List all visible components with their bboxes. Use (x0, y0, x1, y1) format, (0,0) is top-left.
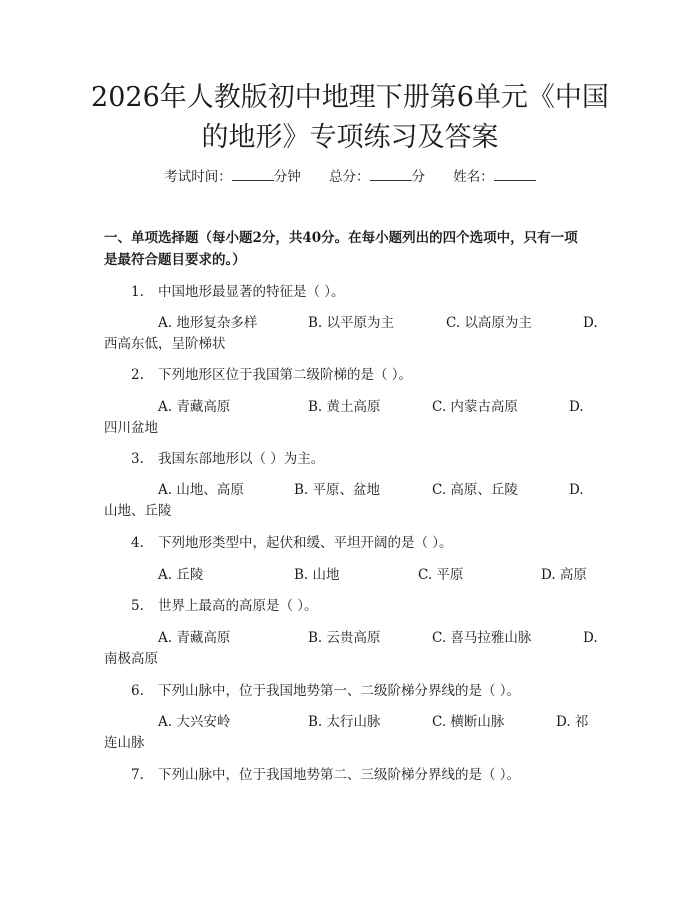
student-name-blank (494, 167, 536, 181)
option-d: D. (583, 630, 598, 646)
question-stem (131, 681, 520, 701)
page-title (60, 78, 640, 158)
question-stem (131, 282, 345, 302)
question-stem (131, 765, 520, 785)
option-b: B. 以平原为主 (308, 315, 395, 331)
option-c: C. 喜马拉雅山脉 (432, 630, 532, 646)
section-heading-line-2: 是最符合题目要求的。） (104, 252, 246, 268)
option-d: D. 祁 (556, 714, 589, 730)
option-d-continuation: 山地、丘陵 (104, 503, 172, 519)
option-c: C. 内蒙古高原 (432, 399, 518, 415)
question-number: 2. (131, 367, 144, 383)
option-a: A. 丘陵 (158, 567, 204, 583)
option-d: D. (569, 399, 584, 415)
total-score-blank (370, 167, 412, 181)
exam-time-field (164, 167, 301, 187)
student-name-field (453, 167, 536, 187)
student-name-label: 姓名： (453, 169, 494, 185)
question-number: 1. (131, 284, 144, 300)
total-score-field (329, 167, 425, 187)
question-stem (131, 449, 324, 469)
option-a: A. 地形复杂多样 (158, 315, 258, 331)
question-text: 下列地形区位于我国第二级阶梯的是（ ）。 (158, 367, 413, 383)
option-d-continuation: 连山脉 (104, 735, 145, 751)
exam-time-unit: 分钟 (273, 169, 301, 185)
title-line-2: 的地形》专项练习及答案 (201, 122, 499, 153)
option-b: B. 云贵高原 (308, 630, 381, 646)
option-d-continuation: 四川盆地 (104, 420, 158, 436)
question-text: 下列山脉中，位于我国地势第一、二级阶梯分界线的是（ ）。 (158, 683, 521, 699)
question-text: 中国地形最显著的特征是（ ）。 (158, 284, 345, 300)
option-c: C. 高原、丘陵 (432, 482, 518, 498)
option-c: C. 横断山脉 (432, 714, 505, 730)
question-number: 7. (131, 767, 144, 783)
option-a: A. 青藏高原 (158, 630, 231, 646)
total-score-label: 总分： (329, 169, 370, 185)
total-score-unit: 分 (411, 169, 425, 185)
exam-time-label: 考试时间： (164, 169, 232, 185)
question-text: 下列山脉中，位于我国地势第二、三级阶梯分界线的是（ ）。 (158, 767, 521, 783)
question-stem (131, 365, 412, 385)
title-line-1: 2026年人教版初中地理下册第6单元《中国 (91, 82, 609, 113)
option-b: B. 山地 (294, 567, 340, 583)
option-b: B. 黄土高原 (308, 399, 381, 415)
option-d-continuation: 西高东低，呈阶梯状 (104, 336, 226, 352)
option-d: D. (583, 315, 598, 331)
exam-time-blank (232, 167, 274, 181)
question-text: 世界上最高的高原是（ ）。 (158, 598, 318, 614)
option-b: B. 太行山脉 (308, 714, 381, 730)
question-number: 3. (131, 451, 144, 467)
question-number: 4. (131, 535, 144, 551)
option-a: A. 青藏高原 (158, 399, 231, 415)
question-number: 5. (131, 598, 144, 614)
option-a: A. 大兴安岭 (158, 714, 231, 730)
section-heading (104, 227, 604, 271)
option-b: B. 平原、盆地 (294, 482, 381, 498)
question-stem (131, 533, 453, 553)
question-stem (131, 596, 318, 616)
option-d: D. 高原 (541, 567, 587, 583)
option-d: D. (569, 482, 584, 498)
option-c: C. 以高原为主 (446, 315, 532, 331)
question-text: 下列地形类型中，起伏和缓、平坦开阔的是（ ）。 (158, 535, 453, 551)
option-c: C. 平原 (418, 567, 464, 583)
question-number: 6. (131, 683, 144, 699)
exam-info (0, 167, 700, 187)
section-heading-line-1: 一、单项选择题（每小题2分，共40分。在每小题列出的四个选项中，只有一项 (104, 230, 578, 246)
option-a: A. 山地、高原 (158, 482, 244, 498)
question-text: 我国东部地形以（ ）为主。 (158, 451, 325, 467)
option-d-continuation: 南极高原 (104, 651, 158, 667)
